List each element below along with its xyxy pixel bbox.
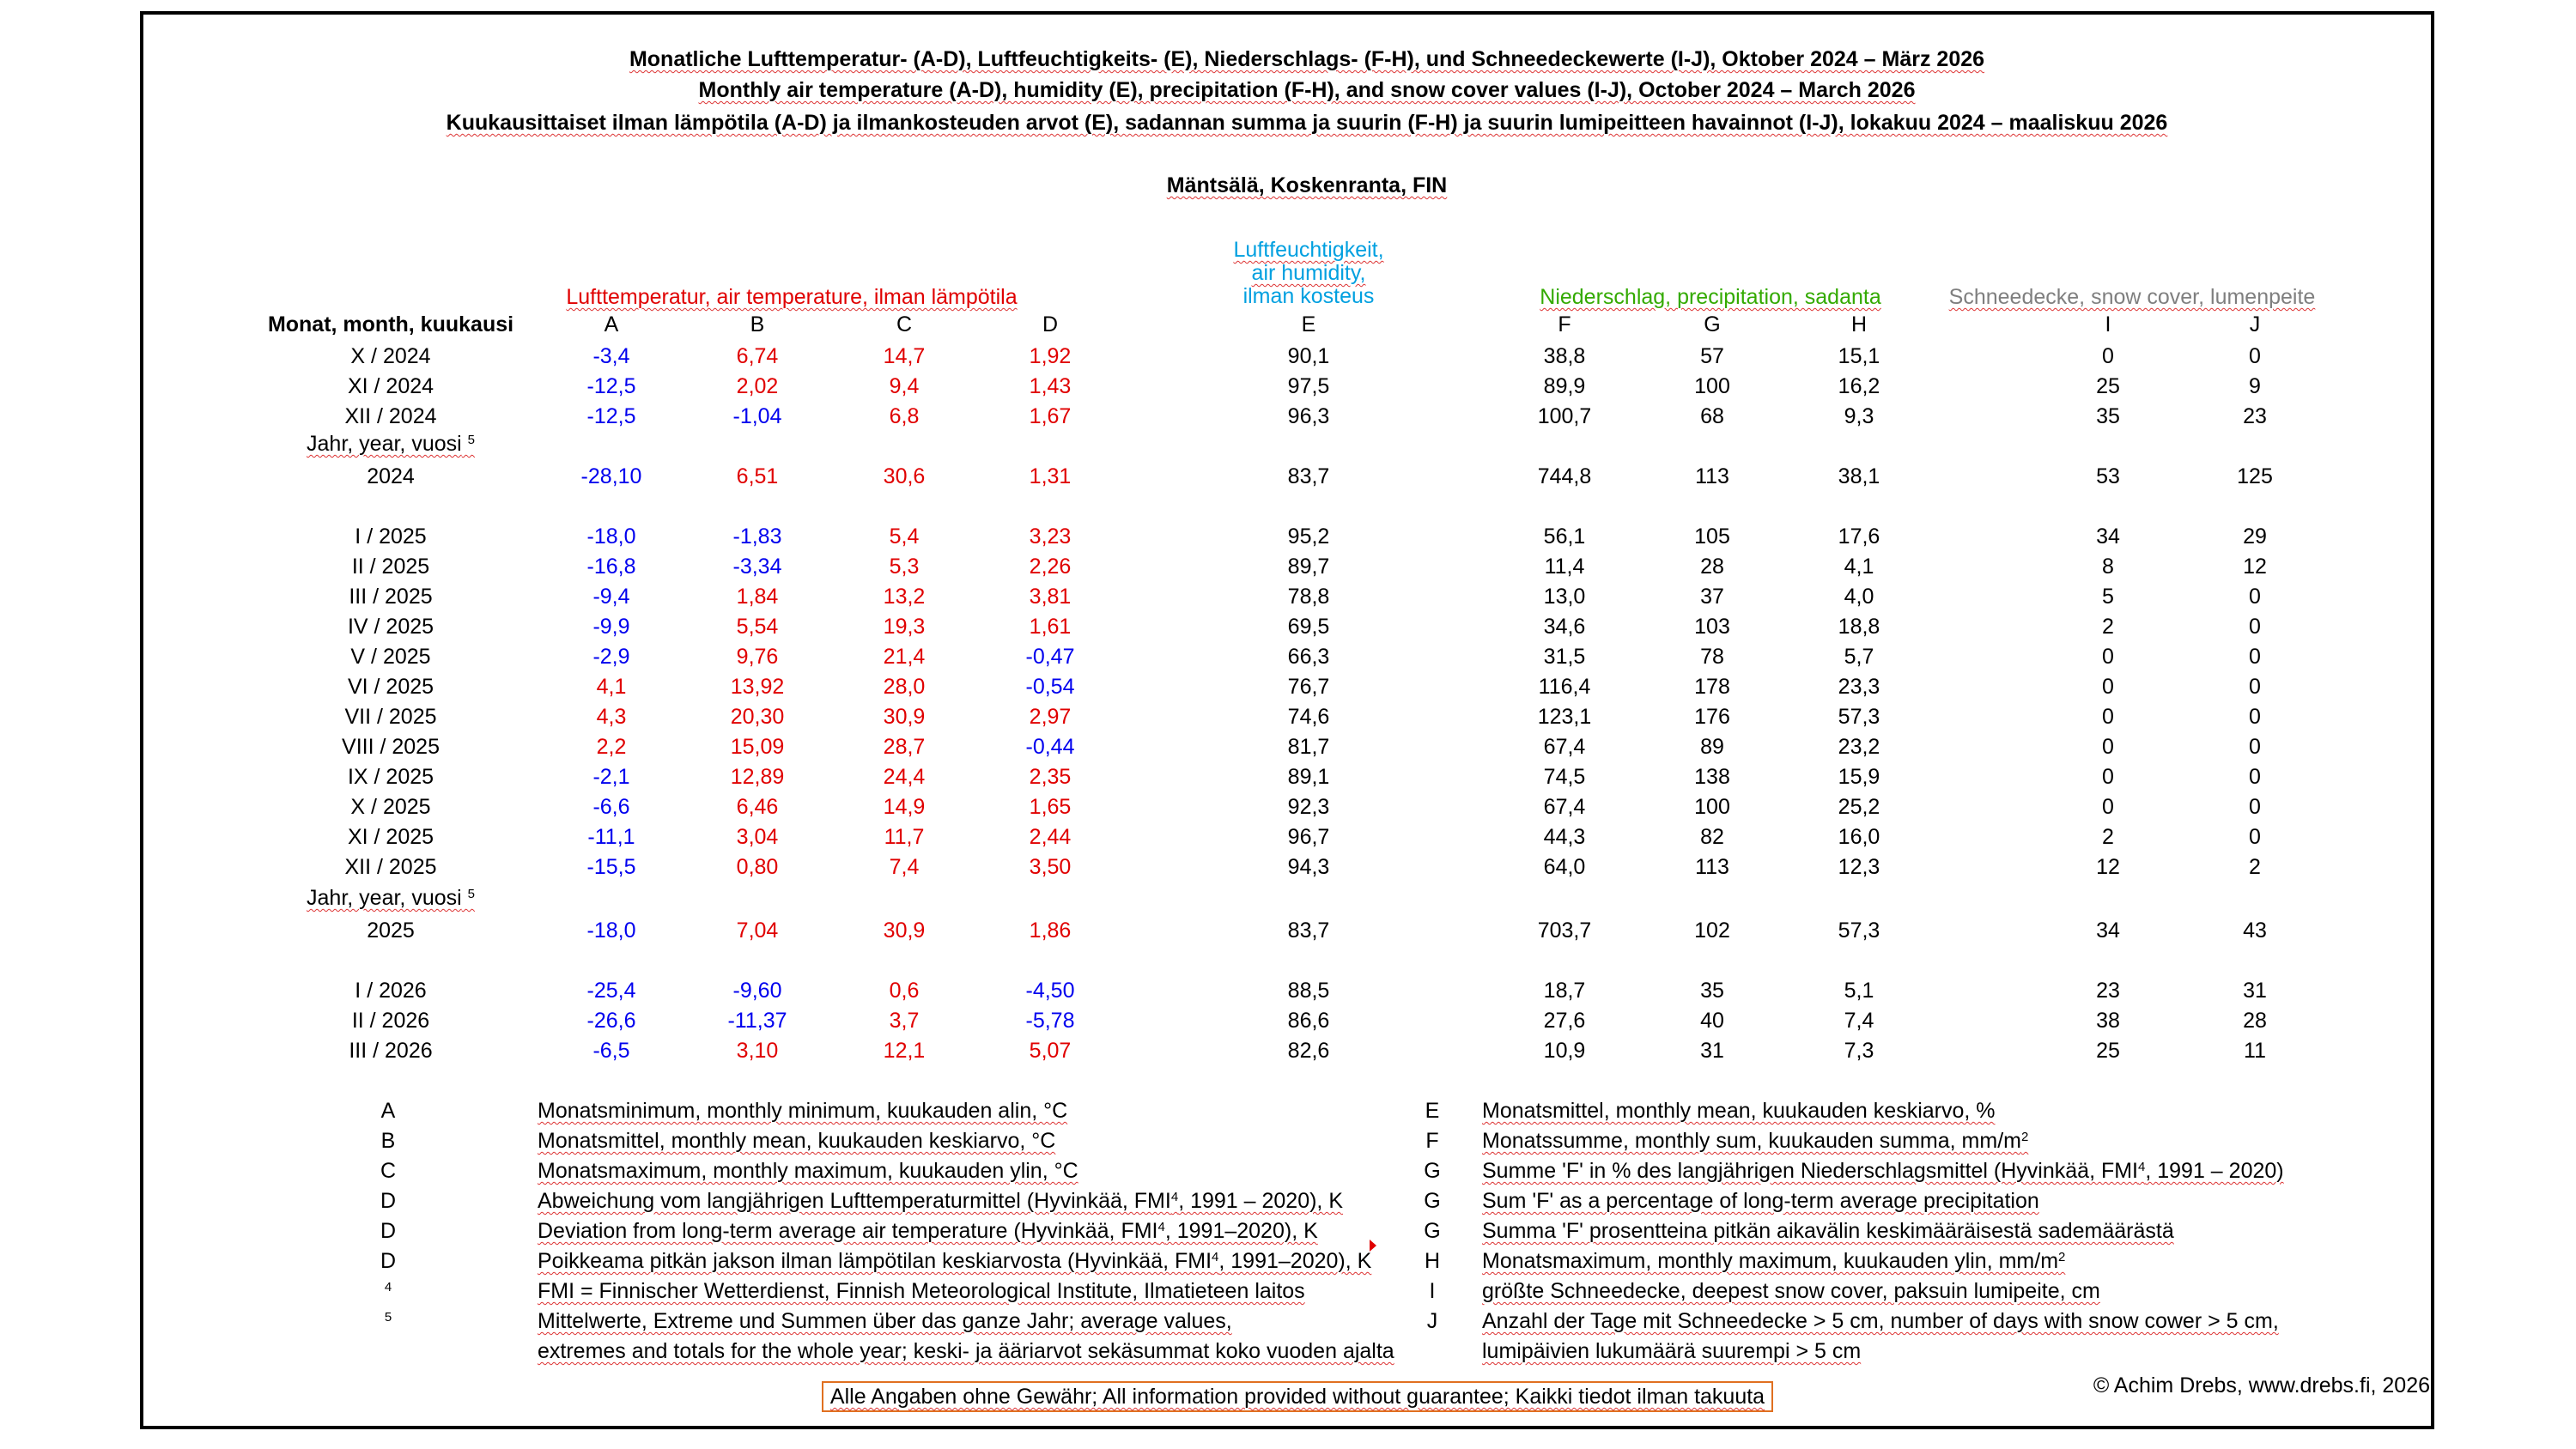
- cell-g: 102: [1694, 919, 1730, 943]
- cell-i: 0: [2102, 675, 2114, 699]
- cell-b: -3,34: [732, 555, 782, 579]
- cell-d: 2,97: [1029, 705, 1072, 729]
- column-letter-h: H: [1850, 312, 1868, 336]
- cell-i: 2: [2102, 615, 2114, 639]
- cell-j: 28: [2243, 1009, 2267, 1033]
- legend-left-key: D: [380, 1249, 397, 1273]
- cell-c: 24,4: [883, 765, 926, 789]
- cell-i: 38: [2096, 1009, 2120, 1033]
- cell-f: 44,3: [1543, 825, 1586, 849]
- cell-f: 18,7: [1543, 979, 1586, 1003]
- cell-e: 66,3: [1287, 645, 1330, 669]
- legend-right-key: F: [1425, 1129, 1439, 1153]
- cell-b: 6,74: [736, 344, 779, 368]
- cell-i: 8: [2102, 555, 2114, 579]
- cell-f: 13,0: [1543, 585, 1586, 609]
- cell-h: 12,3: [1838, 855, 1880, 879]
- cell-d: 2,44: [1029, 825, 1072, 849]
- legend-right-key: G: [1424, 1219, 1441, 1243]
- legend-right-text: Anzahl der Tage mit Schneedecke > 5 cm, number of days with snow cower > 5 cm,: [1482, 1309, 2279, 1333]
- cell-i: 0: [2102, 765, 2114, 789]
- row-month-label: XII / 2024: [344, 404, 437, 428]
- cell-g: 35: [1700, 979, 1724, 1003]
- row-month-label: 2024: [367, 464, 415, 488]
- cell-h: 23,3: [1838, 675, 1880, 699]
- cell-g: 113: [1695, 855, 1729, 879]
- cell-a: -6,5: [592, 1039, 630, 1063]
- cell-c: 30,9: [883, 919, 926, 943]
- cell-a: -9,4: [592, 585, 630, 609]
- legend-left-key: 5: [384, 1310, 392, 1325]
- cell-i: 25: [2096, 1039, 2120, 1063]
- cell-e: 97,5: [1287, 374, 1330, 398]
- cell-f: 123,1: [1537, 705, 1592, 729]
- row-month-label: I / 2026: [355, 979, 427, 1003]
- cell-e: 86,6: [1287, 1009, 1330, 1033]
- cell-j: 0: [2249, 675, 2261, 699]
- cell-g: 103: [1694, 615, 1730, 639]
- cell-d: 1,92: [1029, 344, 1072, 368]
- cell-i: 25: [2096, 374, 2120, 398]
- cell-i: 0: [2102, 795, 2114, 819]
- cell-j: 29: [2243, 524, 2267, 549]
- cell-h: 17,6: [1838, 524, 1880, 549]
- column-letter-f: F: [1558, 312, 1571, 336]
- cell-b: -11,37: [727, 1009, 787, 1033]
- cell-c: 6,8: [889, 404, 920, 428]
- cell-h: 57,3: [1838, 705, 1880, 729]
- row-month-label: II / 2026: [351, 1009, 430, 1033]
- legend-left-text: Poikkeama pitkän jakson ilman lämpötilan keskiarvosta (Hyvinkää, FMI$^4$, 1991–2020), K: [538, 1249, 1372, 1273]
- legend-left-text: Abweichung vom langjährigen Lufttemperaturmittel (Hyvinkää, FMI$^4$, 1991 – 2020), K: [538, 1189, 1343, 1213]
- row-month-label: V / 2025: [350, 645, 431, 669]
- cell-h: 9,3: [1844, 404, 1874, 428]
- cell-a: -12,5: [586, 374, 636, 398]
- year-label-2024: Jahr, year, vuosi $^5$: [307, 432, 475, 456]
- cell-d: 1,61: [1029, 615, 1072, 639]
- cell-h: 25,2: [1838, 795, 1880, 819]
- cell-f: 744,8: [1537, 464, 1592, 488]
- cell-c: 30,6: [883, 464, 926, 488]
- cell-b: 7,04: [736, 919, 779, 943]
- cell-i: 34: [2096, 919, 2120, 943]
- cell-h: 4,0: [1844, 585, 1874, 609]
- cell-a: -2,9: [592, 645, 630, 669]
- cell-f: 100,7: [1537, 404, 1592, 428]
- cell-j: 43: [2243, 919, 2267, 943]
- legend-right-key: J: [1426, 1309, 1438, 1333]
- cell-c: 5,4: [889, 524, 920, 549]
- cell-j: 31: [2243, 979, 2267, 1003]
- cell-d: 1,67: [1029, 404, 1072, 428]
- cell-d: 5,07: [1029, 1039, 1072, 1063]
- cell-j: 12: [2243, 555, 2267, 579]
- cell-b: 12,89: [730, 765, 785, 789]
- cell-e: 94,3: [1287, 855, 1330, 879]
- row-month-label: I / 2025: [355, 524, 427, 549]
- cell-c: 28,7: [883, 735, 926, 759]
- cell-f: 67,4: [1543, 795, 1586, 819]
- row-month-label: IV / 2025: [347, 615, 434, 639]
- year-label-2025: Jahr, year, vuosi $^5$: [307, 886, 475, 910]
- cell-j: 9: [2249, 374, 2261, 398]
- cell-b: 3,10: [736, 1039, 779, 1063]
- cell-e: 83,7: [1287, 919, 1330, 943]
- cell-h: 16,0: [1838, 825, 1880, 849]
- cell-d: 3,81: [1029, 585, 1072, 609]
- cell-j: 11: [2244, 1039, 2266, 1063]
- cell-f: 56,1: [1543, 524, 1586, 549]
- cell-i: 2: [2102, 825, 2114, 849]
- location-title: Mäntsälä, Koskenranta, FIN: [1166, 173, 1448, 197]
- cell-i: 12: [2096, 855, 2120, 879]
- cell-c: 12,1: [883, 1039, 926, 1063]
- cell-i: 23: [2096, 979, 2120, 1003]
- cell-b: -1,83: [732, 524, 782, 549]
- cell-b: 15,09: [730, 735, 785, 759]
- cell-g: 31: [1700, 1039, 1724, 1063]
- cell-b: -9,60: [732, 979, 782, 1003]
- cell-a: -28,10: [580, 464, 642, 488]
- cell-c: 3,7: [889, 1009, 920, 1033]
- cell-h: 15,9: [1838, 765, 1880, 789]
- legend-left-text: Mittelwerte, Extreme und Summen über das ganze Jahr; average values,: [538, 1309, 1232, 1333]
- cell-d: -0,54: [1025, 675, 1075, 699]
- cell-j: 0: [2249, 795, 2261, 819]
- cell-h: 7,3: [1844, 1039, 1874, 1063]
- cell-b: 5,54: [736, 615, 779, 639]
- cell-c: 30,9: [883, 705, 926, 729]
- cell-f: 89,9: [1543, 374, 1586, 398]
- cell-j: 0: [2249, 765, 2261, 789]
- cell-i: 0: [2102, 735, 2114, 759]
- cell-e: 83,7: [1287, 464, 1330, 488]
- row-month-label: III / 2025: [349, 585, 433, 609]
- cell-j: 2: [2249, 855, 2261, 879]
- cell-h: 57,3: [1838, 919, 1880, 943]
- row-month-label: XI / 2025: [347, 825, 434, 849]
- row-month-label: III / 2026: [349, 1039, 433, 1063]
- cell-e: 92,3: [1287, 795, 1330, 819]
- cell-g: 113: [1695, 464, 1729, 488]
- cell-a: -16,8: [586, 555, 636, 579]
- cell-b: 0,80: [736, 855, 779, 879]
- column-letter-a: A: [604, 312, 619, 336]
- cell-a: -6,6: [592, 795, 630, 819]
- month-column-header: Monat, month, kuukausi: [267, 312, 514, 336]
- cell-d: 1,65: [1029, 795, 1072, 819]
- cell-c: 7,4: [889, 855, 920, 879]
- cell-c: 14,9: [883, 795, 926, 819]
- row-month-label: VI / 2025: [347, 675, 434, 699]
- cell-e: 89,1: [1287, 765, 1330, 789]
- cell-c: 28,0: [883, 675, 926, 699]
- cell-g: 178: [1694, 675, 1730, 699]
- cell-a: -12,5: [586, 404, 636, 428]
- cell-f: 703,7: [1537, 919, 1592, 943]
- cell-j: 0: [2249, 645, 2261, 669]
- temperature-group-header: Lufttemperatur, air temperature, ilman lämpötila: [566, 285, 1018, 309]
- cell-f: 31,5: [1543, 645, 1586, 669]
- cell-g: 105: [1694, 524, 1730, 549]
- cell-g: 89: [1700, 735, 1724, 759]
- cell-a: -2,1: [592, 765, 630, 789]
- cell-i: 0: [2102, 705, 2114, 729]
- cell-d: 2,26: [1029, 555, 1072, 579]
- disclaimer: Alle Angaben ohne Gewähr; All information provided without guarantee; Kaikki tiedot ilman takuuta: [822, 1381, 1773, 1412]
- cell-g: 100: [1694, 374, 1730, 398]
- cell-i: 35: [2096, 404, 2120, 428]
- cell-i: 34: [2096, 524, 2120, 549]
- cell-c: 11,7: [884, 825, 925, 849]
- legend-left-key: 4: [384, 1280, 392, 1294]
- cell-e: 69,5: [1287, 615, 1330, 639]
- precipitation-group-header: Niederschlag, precipitation, sadanta: [1540, 285, 1881, 309]
- cell-b: 13,92: [730, 675, 785, 699]
- row-month-label: IX / 2025: [347, 765, 434, 789]
- legend-right-text: Monatsmittel, monthly mean, kuukauden keskiarvo, %: [1482, 1099, 1996, 1123]
- cell-g: 176: [1694, 705, 1730, 729]
- row-month-label: X / 2024: [350, 344, 431, 368]
- cell-e: 90,1: [1287, 344, 1330, 368]
- cell-e: 88,5: [1287, 979, 1330, 1003]
- legend-right-text: lumipäivien lukumäärä suurempi > 5 cm: [1482, 1339, 1862, 1363]
- column-letter-d: D: [1042, 312, 1059, 336]
- legend-left-text: Monatsminimum, monthly minimum, kuukauden alin, °C: [538, 1099, 1068, 1123]
- cell-d: -0,47: [1025, 645, 1075, 669]
- cell-h: 4,1: [1844, 555, 1874, 579]
- cell-b: 9,76: [736, 645, 779, 669]
- cell-e: 82,6: [1287, 1039, 1330, 1063]
- legend-right-key: H: [1424, 1249, 1441, 1273]
- cell-f: 27,6: [1543, 1009, 1586, 1033]
- cell-g: 57: [1700, 344, 1724, 368]
- column-letter-e: E: [1301, 312, 1316, 336]
- legend-left-text: extremes and totals for the whole year; keski- ja ääriarvot sekäsummat koko vuoden ajalta: [538, 1339, 1394, 1363]
- cell-d: -4,50: [1025, 979, 1075, 1003]
- legend-left-text: FMI = Finnischer Wetterdienst, Finnish Meteorological Institute, Ilmatieteen laitos: [538, 1279, 1305, 1303]
- cell-d: 2,35: [1029, 765, 1072, 789]
- legend-left-key: D: [380, 1189, 397, 1213]
- cell-a: 2,2: [596, 735, 627, 759]
- cell-a: -9,9: [592, 615, 630, 639]
- legend-right-key: I: [1429, 1279, 1436, 1303]
- cell-c: 9,4: [889, 374, 920, 398]
- cell-f: 10,9: [1543, 1039, 1586, 1063]
- cell-c: 14,7: [883, 344, 926, 368]
- cell-a: -26,6: [586, 1009, 636, 1033]
- title-en: Monthly air temperature (A-D), humidity (E), precipitation (F-H), and snow cover values (I-J), October 2024 – March 2026: [698, 78, 1916, 102]
- cell-g: 37: [1700, 585, 1724, 609]
- cell-e: 95,2: [1287, 524, 1330, 549]
- cell-h: 5,1: [1844, 979, 1874, 1003]
- cell-e: 74,6: [1287, 705, 1330, 729]
- cell-j: 125: [2237, 464, 2273, 488]
- cell-h: 18,8: [1838, 615, 1880, 639]
- cell-e: 89,7: [1287, 555, 1330, 579]
- cell-b: 20,30: [730, 705, 785, 729]
- cell-g: 40: [1700, 1009, 1724, 1033]
- cell-a: -18,0: [586, 919, 636, 943]
- cell-b: 6,51: [736, 464, 779, 488]
- cell-b: 6,46: [736, 795, 779, 819]
- row-month-label: X / 2025: [350, 795, 431, 819]
- cell-b: 3,04: [736, 825, 779, 849]
- legend-left-text: Deviation from long-term average air temperature (Hyvinkää, FMI$^4$, 1991–2020), K: [538, 1219, 1318, 1243]
- cell-g: 78: [1700, 645, 1724, 669]
- cell-e: 76,7: [1287, 675, 1330, 699]
- legend-left-key: C: [380, 1159, 397, 1183]
- column-letter-i: I: [2105, 312, 2111, 336]
- cell-h: 38,1: [1838, 464, 1880, 488]
- cell-e: 96,7: [1287, 825, 1330, 849]
- cell-h: 23,2: [1838, 735, 1880, 759]
- legend-right-text: Monatsmaximum, monthly maximum, kuukauden ylin, $mm/m^2$: [1482, 1249, 2066, 1273]
- legend-left-key: A: [380, 1099, 396, 1123]
- legend-right-text: Summa 'F' prosentteina pitkän aikavälin keskimääräisestä sademäärästä: [1482, 1219, 2174, 1243]
- cell-i: 0: [2102, 344, 2114, 368]
- cell-j: 0: [2249, 585, 2261, 609]
- cell-i: 53: [2096, 464, 2120, 488]
- cell-a: -15,5: [586, 855, 636, 879]
- humidity-header-1: Luftfeuchtigkeit,: [1233, 238, 1384, 262]
- cell-d: -0,44: [1025, 735, 1075, 759]
- column-letter-c: C: [896, 312, 913, 336]
- cell-f: 116,4: [1538, 675, 1591, 699]
- cell-f: 67,4: [1543, 735, 1586, 759]
- cell-b: 1,84: [736, 585, 779, 609]
- cell-d: 1,43: [1029, 374, 1072, 398]
- cell-i: 5: [2102, 585, 2114, 609]
- cell-j: 23: [2243, 404, 2267, 428]
- cell-e: 96,3: [1287, 404, 1330, 428]
- cell-b: -1,04: [732, 404, 782, 428]
- cell-e: 78,8: [1287, 585, 1330, 609]
- column-letter-j: J: [2249, 312, 2261, 336]
- cell-j: 0: [2249, 705, 2261, 729]
- row-month-label: XII / 2025: [344, 855, 437, 879]
- legend-right-text: größte Schneedecke, deepest snow cover, paksuin lumipeite, cm: [1482, 1279, 2100, 1303]
- legend-right-key: E: [1425, 1099, 1440, 1123]
- cell-h: 7,4: [1844, 1009, 1874, 1033]
- legend-left-text: Monatsmittel, monthly mean, kuukauden keskiarvo, °C: [538, 1129, 1056, 1153]
- cell-h: 5,7: [1844, 645, 1874, 669]
- cell-j: 0: [2249, 615, 2261, 639]
- cell-c: 0,6: [889, 979, 920, 1003]
- cell-c: 13,2: [883, 585, 926, 609]
- cell-j: 0: [2249, 825, 2261, 849]
- cell-j: 0: [2249, 735, 2261, 759]
- cell-a: 4,1: [596, 675, 627, 699]
- cell-a: 4,3: [596, 705, 627, 729]
- cell-b: 2,02: [736, 374, 779, 398]
- humidity-header-3: ilman kosteus: [1242, 284, 1375, 308]
- cell-d: -5,78: [1025, 1009, 1075, 1033]
- cell-g: 100: [1694, 795, 1730, 819]
- cell-f: 11,4: [1544, 555, 1585, 579]
- snow-group-header: Schneedecke, snow cover, lumenpeite: [1948, 285, 2316, 309]
- cell-i: 0: [2102, 645, 2114, 669]
- cell-d: 1,31: [1029, 464, 1072, 488]
- legend-left-text: Monatsmaximum, monthly maximum, kuukauden ylin, °C: [538, 1159, 1078, 1183]
- humidity-header-2: air humidity,: [1251, 261, 1366, 285]
- title-fi: Kuukausittaiset ilman lämpötila (A-D) ja ilmankosteuden arvot (E), sadannan summa ja suurin (F-H) ja suurin lumipeitteen havainnot (I-J), lokakuu 2024 – maaliskuu 2026: [446, 111, 2168, 135]
- legend-right-text: Monatssumme, monthly sum, kuukauden summa, $mm/m^2$: [1482, 1129, 2029, 1153]
- cell-f: 74,5: [1543, 765, 1586, 789]
- row-month-label: VIII / 2025: [342, 735, 440, 759]
- cell-c: 21,4: [883, 645, 926, 669]
- legend-right-key: G: [1424, 1189, 1441, 1213]
- cell-h: 15,1: [1838, 344, 1880, 368]
- legend-right-text: Sum 'F' as a percentage of long-term average precipitation: [1482, 1189, 2039, 1213]
- cell-c: 5,3: [889, 555, 920, 579]
- cell-g: 82: [1700, 825, 1724, 849]
- legend-right-key: G: [1424, 1159, 1441, 1183]
- cell-d: 3,23: [1029, 524, 1072, 549]
- cell-g: 28: [1700, 555, 1724, 579]
- cell-h: 16,2: [1838, 374, 1880, 398]
- legend-right-text: Summe 'F' in % des langjährigen Niederschlagsmittel (Hyvinkää, FMI$^4$, 1991 – 2020): [1482, 1159, 2284, 1183]
- cell-c: 19,3: [883, 615, 926, 639]
- cell-a: -25,4: [586, 979, 636, 1003]
- cell-g: 138: [1694, 765, 1730, 789]
- copyright: © Achim Drebs, www.drebs.fi, 2026: [2093, 1373, 2430, 1397]
- legend-left-key: B: [380, 1129, 396, 1153]
- cell-g: 68: [1700, 404, 1724, 428]
- row-month-label: II / 2025: [351, 555, 430, 579]
- legend-left-key: D: [380, 1219, 397, 1243]
- overflow-marker: [1370, 1240, 1376, 1252]
- cell-a: -3,4: [592, 344, 630, 368]
- row-month-label: VII / 2025: [344, 705, 437, 729]
- cell-a: -18,0: [586, 524, 636, 549]
- title-de: Monatliche Lufttemperatur- (A-D), Luftfeuchtigkeits- (E), Niederschlags- (F-H), und Schneedeckewerte (I-J), Oktober 2024 – März 2026: [629, 47, 1985, 71]
- column-letter-g: G: [1704, 312, 1721, 336]
- cell-f: 38,8: [1543, 344, 1586, 368]
- column-letter-b: B: [750, 312, 765, 336]
- cell-f: 64,0: [1543, 855, 1586, 879]
- cell-f: 34,6: [1543, 615, 1586, 639]
- cell-j: 0: [2249, 344, 2261, 368]
- cell-d: 3,50: [1029, 855, 1072, 879]
- cell-d: 1,86: [1029, 919, 1072, 943]
- row-month-label: XI / 2024: [347, 374, 434, 398]
- cell-a: -11,1: [587, 825, 635, 849]
- row-month-label: 2025: [367, 919, 415, 943]
- cell-e: 81,7: [1287, 735, 1330, 759]
